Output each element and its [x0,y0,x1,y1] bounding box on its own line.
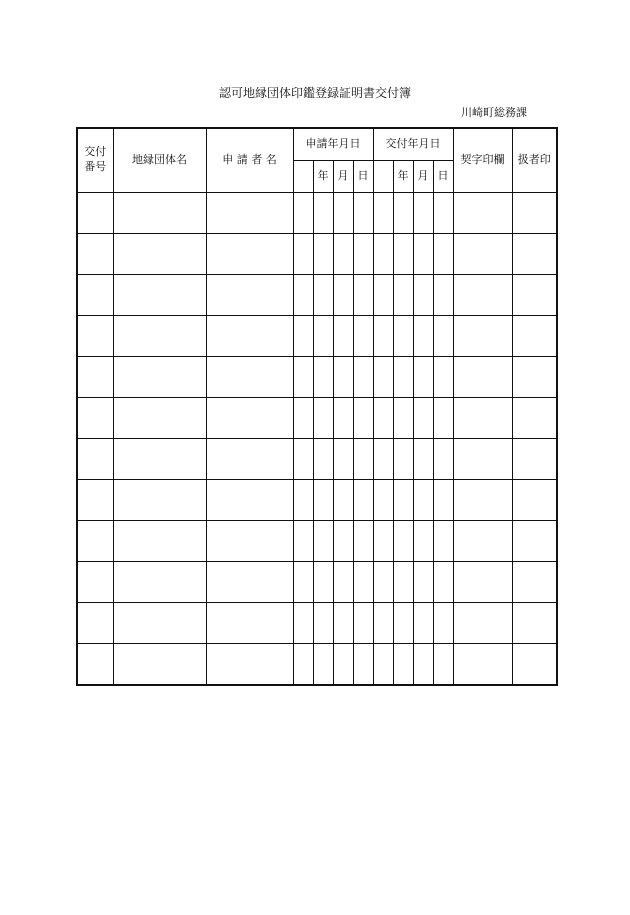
cell-issue-era [373,192,393,233]
header-handler-seal: 扱者印 [512,128,557,192]
cell-seal [453,192,512,233]
cell-issue-number [77,397,113,438]
cell-issue-day [433,602,453,643]
cell-issue-era [373,356,393,397]
cell-issue-day [433,274,453,315]
cell-handler-seal [512,602,557,643]
cell-issue-number [77,233,113,274]
cell-group-name [113,438,206,479]
cell-application-day [353,602,373,643]
cell-application-year [313,192,333,233]
cell-issue-era [373,438,393,479]
cell-issue-day [433,438,453,479]
cell-issue-number [77,561,113,602]
cell-application-year [313,274,333,315]
cell-group-name [113,274,206,315]
cell-application-era [293,274,313,315]
header-issue-era [373,160,393,192]
cell-applicant-name [206,520,293,561]
cell-issue-era [373,602,393,643]
cell-issue-year [393,438,413,479]
cell-issue-number [77,438,113,479]
header-issue-year: 年 [393,160,413,192]
cell-applicant-name [206,602,293,643]
header-seal-column: 契字印欄 [453,128,512,192]
cell-issue-year [393,397,413,438]
cell-issue-year [393,520,413,561]
cell-application-day [353,233,373,274]
cell-applicant-name [206,438,293,479]
cell-issue-month [413,356,433,397]
table-row [77,438,557,479]
cell-handler-seal [512,561,557,602]
cell-application-month [333,356,353,397]
cell-handler-seal [512,397,557,438]
cell-issue-month [413,479,433,520]
cell-issue-era [373,561,393,602]
cell-issue-month [413,233,433,274]
cell-issue-month [413,520,433,561]
cell-application-day [353,315,373,356]
header-issue-date: 交付年月日 [373,128,453,160]
table-row [77,233,557,274]
cell-issue-day [433,643,453,685]
cell-applicant-name [206,274,293,315]
cell-seal [453,274,512,315]
cell-issue-month [413,602,433,643]
table-row [77,479,557,520]
table-row [77,397,557,438]
table-row [77,315,557,356]
cell-group-name [113,520,206,561]
cell-application-day [353,192,373,233]
cell-application-month [333,643,353,685]
table-row [77,602,557,643]
cell-handler-seal [512,356,557,397]
cell-issue-era [373,315,393,356]
cell-issue-era [373,479,393,520]
cell-application-year [313,315,333,356]
cell-application-era [293,233,313,274]
cell-issue-number [77,192,113,233]
cell-group-name [113,479,206,520]
cell-handler-seal [512,315,557,356]
cell-application-era [293,356,313,397]
cell-group-name [113,602,206,643]
header-issue-number-line1: 交付 [84,145,107,159]
cell-issue-era [373,397,393,438]
cell-issue-era [373,643,393,685]
cell-issue-number [77,602,113,643]
cell-application-day [353,479,373,520]
issuance-ledger-table [76,127,558,686]
cell-issue-number [77,315,113,356]
cell-issue-era [373,233,393,274]
header-application-year: 年 [313,160,333,192]
cell-issue-day [433,520,453,561]
cell-application-year [313,643,333,685]
cell-handler-seal [512,479,557,520]
cell-application-year [313,479,333,520]
cell-handler-seal [512,192,557,233]
cell-group-name [113,643,206,685]
cell-application-era [293,315,313,356]
cell-group-name [113,315,206,356]
cell-applicant-name [206,356,293,397]
cell-issue-number [77,479,113,520]
cell-application-year [313,520,333,561]
cell-issue-year [393,479,413,520]
header-application-day: 日 [353,160,373,192]
cell-applicant-name [206,315,293,356]
cell-application-month [333,438,353,479]
cell-seal [453,643,512,685]
cell-applicant-name [206,479,293,520]
cell-application-day [353,520,373,561]
cell-issue-year [393,356,413,397]
cell-application-month [333,397,353,438]
cell-issue-day [433,192,453,233]
cell-application-month [333,479,353,520]
cell-applicant-name [206,643,293,685]
cell-group-name [113,561,206,602]
header-application-month: 月 [333,160,353,192]
cell-application-day [353,561,373,602]
cell-issue-number [77,520,113,561]
cell-issue-day [433,561,453,602]
cell-issue-number [77,643,113,685]
cell-handler-seal [512,520,557,561]
cell-issue-year [393,602,413,643]
cell-application-month [333,192,353,233]
cell-handler-seal [512,438,557,479]
cell-issue-month [413,643,433,685]
cell-issue-year [393,233,413,274]
ledger-body [77,192,557,685]
cell-application-era [293,643,313,685]
cell-application-day [353,356,373,397]
header-issue-number-line2: 番号 [84,160,107,174]
cell-issue-day [433,479,453,520]
cell-application-era [293,602,313,643]
cell-application-day [353,274,373,315]
header-application-date: 申請年月日 [293,128,373,160]
cell-application-month [333,561,353,602]
cell-issue-month [413,274,433,315]
cell-applicant-name [206,192,293,233]
cell-issue-era [373,520,393,561]
cell-issue-month [413,397,433,438]
cell-issue-day [433,397,453,438]
cell-seal [453,602,512,643]
cell-seal [453,233,512,274]
cell-application-era [293,397,313,438]
cell-application-era [293,561,313,602]
cell-application-era [293,438,313,479]
cell-application-year [313,356,333,397]
cell-applicant-name [206,561,293,602]
department-label: 川崎町総務課 [461,106,527,119]
cell-application-era [293,520,313,561]
cell-seal [453,315,512,356]
cell-issue-month [413,561,433,602]
cell-application-day [353,438,373,479]
cell-seal [453,356,512,397]
cell-issue-year [393,315,413,356]
cell-application-day [353,397,373,438]
table-row [77,274,557,315]
cell-application-year [313,233,333,274]
cell-applicant-name [206,233,293,274]
cell-group-name [113,356,206,397]
document-title: 認可地縁団体印鑑登録証明書交付簿 [218,86,411,100]
cell-issue-era [373,274,393,315]
cell-issue-year [393,192,413,233]
cell-issue-year [393,643,413,685]
cell-group-name [113,397,206,438]
cell-applicant-name [206,397,293,438]
cell-application-era [293,479,313,520]
header-application-era [293,160,313,192]
cell-application-year [313,438,333,479]
cell-application-month [333,274,353,315]
table-row [77,192,557,233]
cell-group-name [113,233,206,274]
cell-application-month [333,602,353,643]
cell-issue-number [77,274,113,315]
cell-issue-year [393,274,413,315]
cell-handler-seal [512,233,557,274]
cell-application-month [333,233,353,274]
cell-issue-month [413,315,433,356]
header-applicant-name: 申 請 者 名 [206,128,293,192]
table-row [77,356,557,397]
cell-seal [453,479,512,520]
table-row [77,643,557,685]
cell-issue-day [433,315,453,356]
table-row [77,561,557,602]
header-issue-number [77,128,113,192]
header-issue-month: 月 [413,160,433,192]
cell-issue-year [393,561,413,602]
cell-issue-month [413,192,433,233]
cell-application-month [333,520,353,561]
cell-seal [453,561,512,602]
cell-issue-number [77,356,113,397]
cell-handler-seal [512,274,557,315]
cell-group-name [113,192,206,233]
cell-seal [453,397,512,438]
cell-issue-day [433,233,453,274]
cell-issue-day [433,356,453,397]
header-group-name: 地縁団体名 [113,128,206,192]
cell-application-month [333,315,353,356]
table-row [77,520,557,561]
cell-application-year [313,397,333,438]
cell-application-year [313,561,333,602]
cell-application-era [293,192,313,233]
cell-application-day [353,643,373,685]
cell-seal [453,520,512,561]
cell-seal [453,438,512,479]
cell-application-year [313,602,333,643]
cell-issue-month [413,438,433,479]
header-issue-day: 日 [433,160,453,192]
cell-handler-seal [512,643,557,685]
